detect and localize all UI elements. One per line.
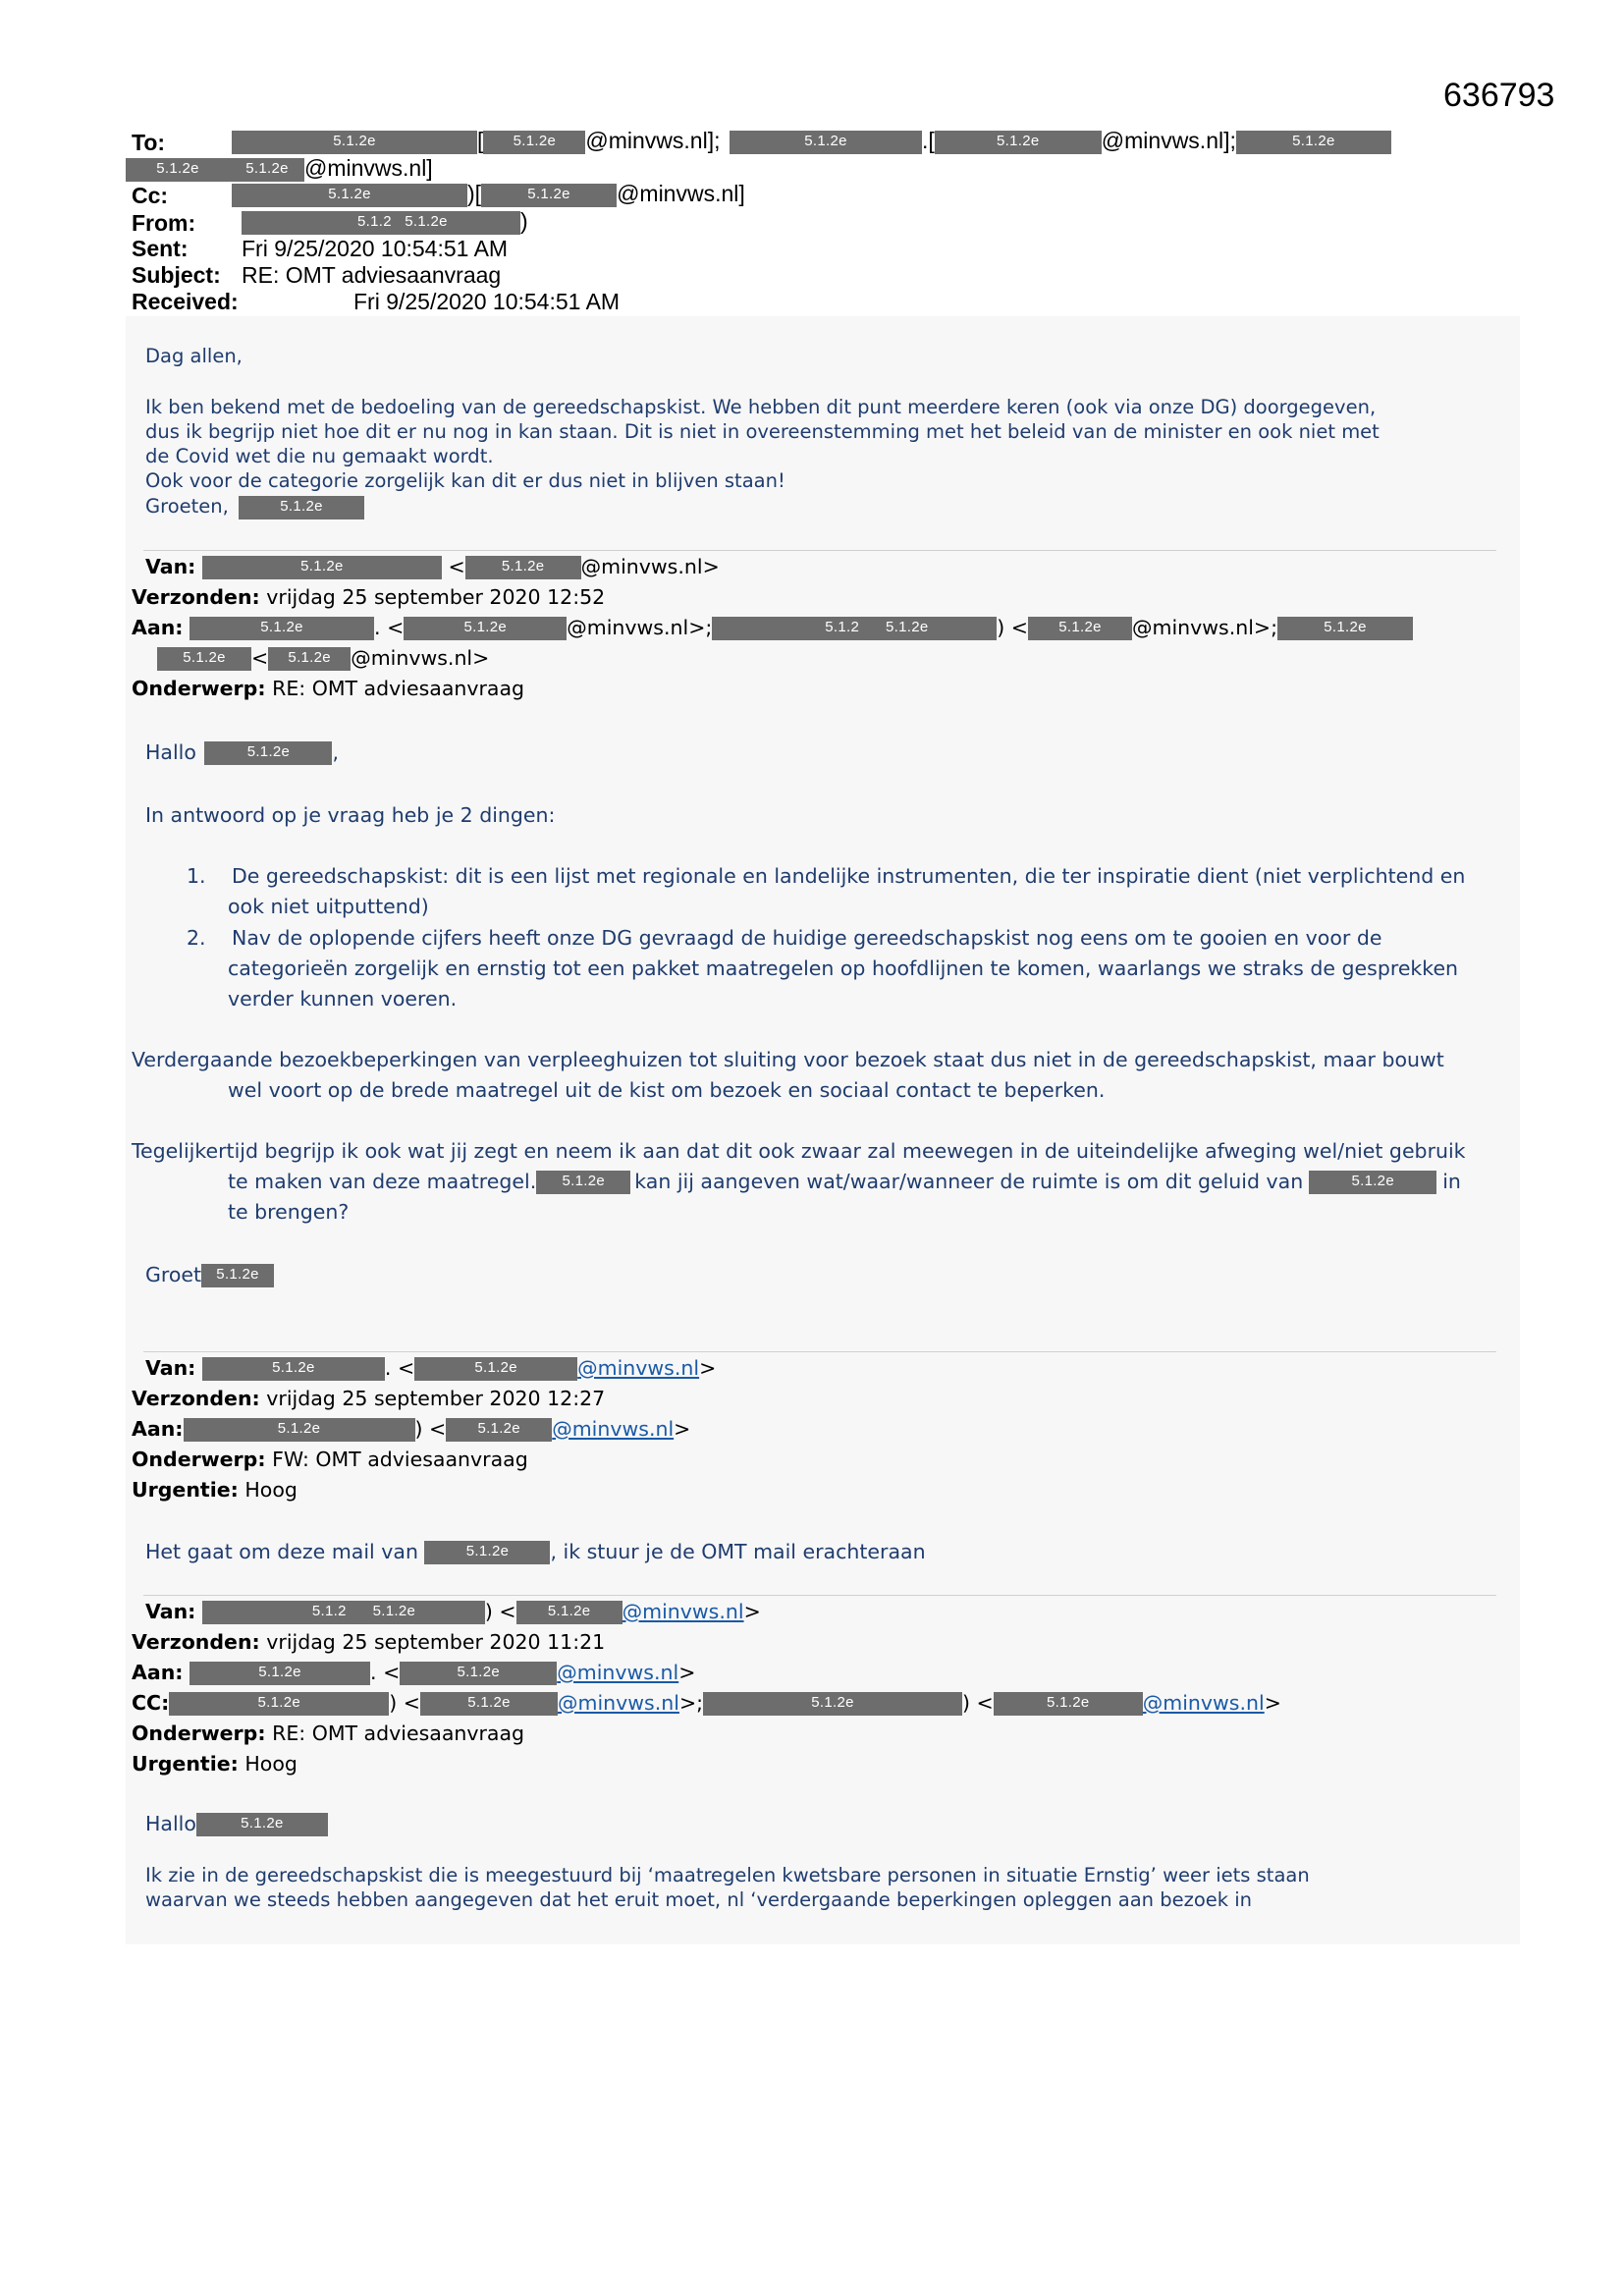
sent-value: Fri 9/25/2020 10:54:51 AM	[242, 236, 509, 261]
subject-label: Subject:	[132, 262, 221, 288]
to-recipients-line1: 5.1.2e [ 5.1.2e @minvws.nl];	[232, 128, 720, 154]
sent-row	[132, 236, 189, 262]
message2-van-row: Van: 5.1.2e < 5.1.2e @minvws.nl>	[145, 555, 720, 578]
redaction: 5.1.2e	[126, 158, 230, 182]
redaction: 5.1.2e	[202, 1357, 385, 1381]
message2-item2-num: 2.	[187, 926, 206, 950]
message3-aan-row: Aan: 5.1.2e ) < 5.1.2e @minvws.nl>	[132, 1417, 691, 1441]
redaction: 5.1.2e	[189, 617, 374, 640]
redaction: 5.1.2e	[424, 1541, 550, 1564]
message2-verzonden-row: Verzonden: vrijdag 25 september 2020 12:52	[132, 585, 606, 609]
redaction: 5.1.2e	[516, 1601, 623, 1624]
redaction: 5.1.2e	[730, 131, 922, 154]
redaction: 5.1.2e	[414, 1357, 577, 1381]
separator	[143, 1595, 1496, 1596]
redaction: 5.1.2e	[239, 496, 364, 519]
message4-verzonden-row: Verzonden: vrijdag 25 september 2020 11:21	[132, 1630, 606, 1654]
message2-groet: Groet 5.1.2e	[145, 1259, 274, 1290]
message2-para2-line1: Tegelijkertijd begrijp ik ook wat jij zegt en neem ik aan dat dit ook zwaar zal meewegen in de uiteindelijke afweging wel/niet gebruik	[132, 1139, 1466, 1163]
redaction: 5.1.2e	[184, 1418, 415, 1442]
separator	[143, 550, 1496, 551]
separator	[143, 1351, 1496, 1352]
redaction: 5.1.2e	[232, 131, 477, 154]
document-id: 636793	[1443, 77, 1555, 114]
subject-row	[132, 262, 221, 289]
redaction: 5.1.2e	[1309, 1171, 1436, 1194]
redaction: 5.1.2e	[483, 131, 585, 154]
redaction: 5.1.2e	[1028, 617, 1132, 640]
redaction: 5.1.2e	[157, 647, 251, 671]
received-value: Fri 9/25/2020 10:54:51 AM	[353, 289, 621, 314]
redaction: 5.1.2e	[536, 1171, 630, 1194]
redaction: 5.1.2e	[189, 1662, 370, 1685]
from-row	[132, 210, 195, 237]
message2-item2-line3: verder kunnen voeren.	[228, 987, 458, 1011]
received-label: Received:	[132, 289, 239, 314]
to-label: To:	[132, 130, 166, 155]
subject-value: RE: OMT adviesaanvraag	[242, 262, 502, 288]
message3-van-row: Van: 5.1.2e . < 5.1.2e @minvws.nl>	[145, 1356, 717, 1380]
redaction: 5.1.2 5.1.2e	[202, 1601, 485, 1624]
cc-row	[132, 183, 168, 209]
message2-item1-line2: ook niet uitputtend)	[228, 895, 429, 918]
to-recipients-line2	[126, 155, 433, 182]
redaction: 5.1.2e	[196, 1813, 328, 1836]
from-label: From:	[132, 210, 196, 236]
message4-van-row: Van: 5.1.2 5.1.2e ) < 5.1.2e @minvws.nl>	[145, 1600, 761, 1623]
message3-verzonden-row: Verzonden: vrijdag 25 september 2020 12:27	[132, 1387, 606, 1410]
message2-para2-line2: te maken van deze maatregel. 5.1.2e kan jij aangeven wat/waar/wanneer de ruimte is om dit geluid van 5.1.2e in	[228, 1170, 1461, 1193]
redaction: 5.1.2e	[420, 1692, 558, 1716]
redaction: 5.1.2e	[703, 1692, 962, 1716]
from-value: 5.1.2 5.1.2e )	[242, 208, 528, 235]
redaction: 5.1.2e	[232, 184, 467, 207]
message1-para1-line1: Ik ben bekend met de bedoeling van de gereedschapskist. We hebben dit punt meerdere keren (ook via onze DG) doorgegeven,	[145, 396, 1377, 418]
message1-closing: Groeten, 5.1.2e	[145, 494, 364, 519]
redaction: 5.1.2e	[935, 131, 1102, 154]
to-recipients-line1b: 5.1.2e .[ 5.1.2e @minvws.nl]; 5.1.2e	[730, 128, 1391, 154]
message4-cc-row: CC: 5.1.2e ) < 5.1.2e @minvws.nl>; 5.1.2e ) < 5.1.2e @minvws.nl>	[132, 1691, 1281, 1715]
redaction: 5.1.2e	[404, 617, 567, 640]
cc-label: Cc:	[132, 183, 169, 208]
message1-greeting: Dag allen,	[145, 345, 243, 367]
message2-para2-line3: te brengen?	[228, 1200, 350, 1224]
message1-para1-line2: dus ik begrijp niet hoe dit er nu nog in kan staan. Dit is niet in overeenstemming met het beleid van de minister en ook niet met	[145, 420, 1380, 443]
message4-body-line1: Ik zie in de gereedschapskist die is meegestuurd bij ‘maatregelen kwetsbare personen in situatie Ernstig’ weer iets staan	[145, 1864, 1310, 1886]
message4-urgentie-row: Urgentie: Hoog	[132, 1752, 298, 1776]
redaction: 5.1.2e	[994, 1692, 1143, 1716]
message2-aan-row2: 5.1.2e < 5.1.2e @minvws.nl>	[157, 643, 489, 674]
email-domain: @minvws.nl];	[1101, 128, 1236, 153]
redaction: 5.1.2e	[201, 1264, 274, 1287]
message4-body-line2: waarvan we steeds hebben aangegeven dat het eruit moet, nl ‘verdergaande beperkingen opleggen aan bezoek in	[145, 1888, 1253, 1911]
message4-hallo: Hallo 5.1.2e	[145, 1808, 328, 1839]
message3-onderwerp-row: Onderwerp: FW: OMT adviesaanvraag	[132, 1448, 528, 1471]
redaction: 5.1.2e	[169, 1692, 389, 1716]
message2-hallo: Hallo 5.1.2e ,	[145, 740, 339, 764]
cc-recipients: 5.1.2e )[ 5.1.2e @minvws.nl]	[232, 181, 745, 207]
redaction: 5.1.2e	[465, 556, 581, 579]
message2-intro: In antwoord op je vraag heb je 2 dingen:	[145, 803, 556, 827]
redaction: 5.1.2e	[204, 741, 332, 765]
message2-item2-line2: categorieën zorgelijk en ernstig tot een pakket maatregelen op hoofdlijnen te komen, waarlangs we straks de gesprekken	[228, 957, 1459, 980]
message3-body: Het gaat om deze mail van 5.1.2e , ik stuur je de OMT mail erachteraan	[145, 1540, 926, 1563]
email-domain: @minvws.nl]	[617, 181, 745, 206]
message4-onderwerp-row: Onderwerp: RE: OMT adviesaanvraag	[132, 1722, 525, 1745]
message1-para2: Ook voor de categorie zorgelijk kan dit er dus niet in blijven staan!	[145, 469, 785, 492]
header-to-row	[132, 130, 165, 156]
email-domain: @minvws.nl]	[304, 155, 433, 181]
message2-aan-row: Aan: 5.1.2e . < 5.1.2e @minvws.nl>; 5.1.2 5.1.2e ) < 5.1.2e @minvws.nl>; 5.1.2e	[132, 613, 1413, 643]
sent-label: Sent:	[132, 236, 189, 261]
received-row	[132, 289, 239, 315]
message3-urgentie-row: Urgentie: Hoog	[132, 1478, 298, 1502]
redaction: 5.1.2e	[1236, 131, 1391, 154]
redaction: 5.1.2 5.1.2e	[242, 211, 520, 235]
message2-item2-line1: Nav de oplopende cijfers heeft onze DG gevraagd de huidige gereedschapskist nog eens om te gooien en voor de	[232, 926, 1382, 950]
message1-para1-line3: de Covid wet die nu gemaakt wordt.	[145, 445, 494, 467]
redaction: 5.1.2 5.1.2e	[712, 617, 997, 640]
redaction: 5.1.2e	[230, 158, 304, 182]
message2-onderwerp-row: Onderwerp: RE: OMT adviesaanvraag	[132, 677, 525, 700]
message2-para1-line1: Verdergaande bezoekbeperkingen van verpleeghuizen tot sluiting voor bezoek staat dus niet in de gereedschapskist, maar bouwt	[132, 1048, 1444, 1071]
message2-para1-line2: wel voort op de brede maatregel uit de kist om bezoek en sociaal contact te beperken.	[228, 1078, 1106, 1102]
redaction: 5.1.2e	[1277, 617, 1413, 640]
message2-item1-num: 1.	[187, 864, 206, 888]
redaction: 5.1.2e	[400, 1662, 557, 1685]
message2-item1-line1: De gereedschapskist: dit is een lijst met regionale en landelijke instrumenten, die ter inspiratie dient (niet verplichtend en	[232, 864, 1466, 888]
redaction: 5.1.2e	[268, 647, 351, 671]
redaction: 5.1.2e	[481, 184, 617, 207]
redaction: 5.1.2e	[446, 1418, 552, 1442]
redaction: 5.1.2e	[202, 556, 442, 579]
message4-aan-row: Aan: 5.1.2e . < 5.1.2e @minvws.nl>	[132, 1661, 696, 1684]
email-domain: @minvws.nl];	[585, 128, 721, 153]
